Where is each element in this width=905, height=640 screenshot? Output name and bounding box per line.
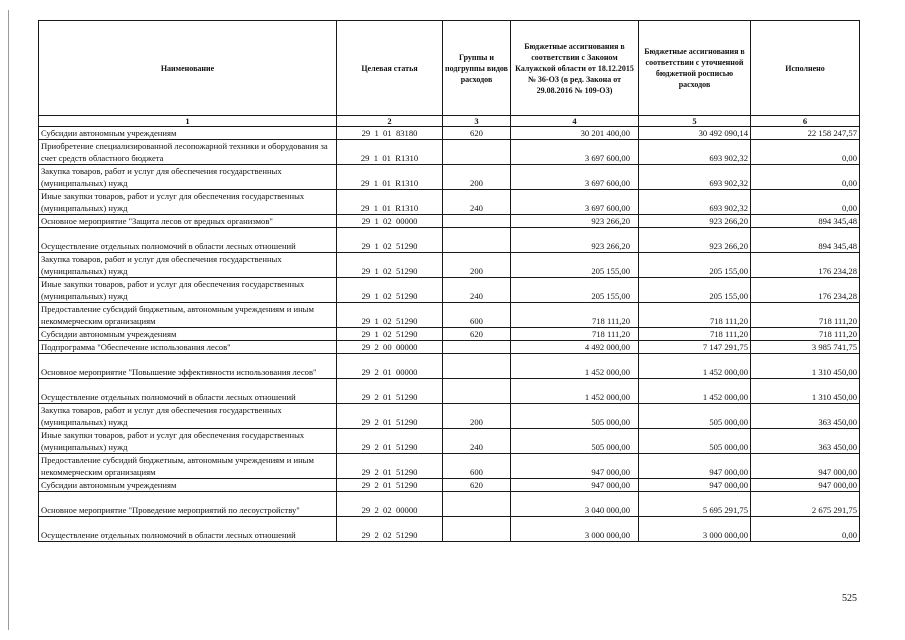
row-refined-amount: 693 902,32 xyxy=(639,165,751,190)
header-refined: Бюджетные ассигнования в соответствии с уточненной бюджетной росписью расходов xyxy=(639,21,751,116)
row-target-article: 29 2 01 51290 xyxy=(337,379,443,404)
page-number: 525 xyxy=(842,593,857,604)
row-executed-amount: 363 450,00 xyxy=(751,404,860,429)
row-refined-amount: 1 452 000,00 xyxy=(639,379,751,404)
row-target-article: 29 2 02 51290 xyxy=(337,517,443,542)
column-number-row xyxy=(39,116,860,127)
row-law-amount: 1 452 000,00 xyxy=(511,379,639,404)
row-expense-group: 620 xyxy=(443,127,511,140)
row-refined-amount: 205 155,00 xyxy=(639,253,751,278)
row-target-article: 29 1 02 51290 xyxy=(337,303,443,328)
row-law-amount: 205 155,00 xyxy=(511,253,639,278)
table-row xyxy=(39,454,860,479)
row-expense-group: 200 xyxy=(443,253,511,278)
row-expense-group: 200 xyxy=(443,165,511,190)
column-number: 1 xyxy=(39,116,337,127)
table-row xyxy=(39,140,860,165)
row-expense-group xyxy=(443,517,511,542)
binding-margin-line xyxy=(8,10,9,630)
row-name: Иные закупки товаров, работ и услуг для обеспечения государственных (муниципальных) нужд xyxy=(39,278,337,303)
row-executed-amount: 0,00 xyxy=(751,190,860,215)
row-target-article: 29 1 02 51290 xyxy=(337,328,443,341)
row-name: Субсидии автономным учреждениям xyxy=(39,479,337,492)
row-law-amount: 3 040 000,00 xyxy=(511,492,639,517)
table-row xyxy=(39,303,860,328)
table-row xyxy=(39,328,860,341)
table-row xyxy=(39,278,860,303)
row-target-article: 29 2 00 00000 xyxy=(337,341,443,354)
row-name: Субсидии автономным учреждениям xyxy=(39,328,337,341)
row-target-article: 29 1 01 83180 xyxy=(337,127,443,140)
row-expense-group xyxy=(443,379,511,404)
row-expense-group xyxy=(443,354,511,379)
row-name: Приобретение специализированной лесопожарной техники и оборудования за счет средств областного бюджета xyxy=(39,140,337,165)
row-target-article: 29 1 01 R1310 xyxy=(337,140,443,165)
row-executed-amount: 176 234,28 xyxy=(751,253,860,278)
row-refined-amount: 1 452 000,00 xyxy=(639,354,751,379)
table-row xyxy=(39,127,860,140)
row-expense-group: 240 xyxy=(443,429,511,454)
table-row xyxy=(39,253,860,278)
row-executed-amount: 363 450,00 xyxy=(751,429,860,454)
row-expense-group: 200 xyxy=(443,404,511,429)
header-groups: Группы и подгруппы видов расходов xyxy=(443,21,511,116)
table-body xyxy=(39,127,860,542)
row-expense-group xyxy=(443,215,511,228)
row-law-amount: 718 111,20 xyxy=(511,328,639,341)
row-name: Основное мероприятие "Проведение мероприятий по лесоустройству" xyxy=(39,492,337,517)
row-name: Осуществление отдельных полномочий в области лесных отношений xyxy=(39,379,337,404)
row-law-amount: 30 201 400,00 xyxy=(511,127,639,140)
table-row xyxy=(39,341,860,354)
row-name: Осуществление отдельных полномочий в области лесных отношений xyxy=(39,517,337,542)
row-executed-amount: 0,00 xyxy=(751,165,860,190)
row-name: Закупка товаров, работ и услуг для обеспечения государственных (муниципальных) нужд xyxy=(39,404,337,429)
row-name: Закупка товаров, работ и услуг для обеспечения государственных (муниципальных) нужд xyxy=(39,253,337,278)
table-row xyxy=(39,354,860,379)
row-refined-amount: 505 000,00 xyxy=(639,404,751,429)
header-law: Бюджетные ассигнования в соответствии с Законом Калужской области от 18.12.2015 № 36-ОЗ (в ред. Закона от 29.08.2016 № 109-ОЗ) xyxy=(511,21,639,116)
row-law-amount: 3 697 600,00 xyxy=(511,190,639,215)
row-expense-group xyxy=(443,140,511,165)
row-executed-amount: 947 000,00 xyxy=(751,479,860,492)
row-law-amount: 923 266,20 xyxy=(511,215,639,228)
row-refined-amount: 693 902,32 xyxy=(639,190,751,215)
table-row xyxy=(39,492,860,517)
row-law-amount: 947 000,00 xyxy=(511,479,639,492)
table-row xyxy=(39,429,860,454)
table-row xyxy=(39,404,860,429)
row-executed-amount: 947 000,00 xyxy=(751,454,860,479)
row-name: Предоставление субсидий бюджетным, автономным учреждениям и иным некоммерческим организациям xyxy=(39,303,337,328)
row-target-article: 29 1 02 00000 xyxy=(337,215,443,228)
row-refined-amount: 693 902,32 xyxy=(639,140,751,165)
row-target-article: 29 1 02 51290 xyxy=(337,228,443,253)
row-executed-amount: 894 345,48 xyxy=(751,228,860,253)
row-executed-amount: 718 111,20 xyxy=(751,328,860,341)
table-row xyxy=(39,228,860,253)
column-number: 3 xyxy=(443,116,511,127)
row-law-amount: 3 697 600,00 xyxy=(511,140,639,165)
row-executed-amount: 22 158 247,57 xyxy=(751,127,860,140)
row-name: Подпрограмма "Обеспечение использования лесов" xyxy=(39,341,337,354)
row-target-article: 29 2 02 00000 xyxy=(337,492,443,517)
row-law-amount: 718 111,20 xyxy=(511,303,639,328)
row-executed-amount: 894 345,48 xyxy=(751,215,860,228)
row-name: Закупка товаров, работ и услуг для обеспечения государственных (муниципальных) нужд xyxy=(39,165,337,190)
row-law-amount: 4 492 000,00 xyxy=(511,341,639,354)
row-target-article: 29 2 01 51290 xyxy=(337,429,443,454)
row-name: Иные закупки товаров, работ и услуг для обеспечения государственных (муниципальных) нужд xyxy=(39,429,337,454)
column-number: 6 xyxy=(751,116,860,127)
row-executed-amount: 2 675 291,75 xyxy=(751,492,860,517)
row-refined-amount: 947 000,00 xyxy=(639,454,751,479)
row-target-article: 29 2 01 51290 xyxy=(337,454,443,479)
row-expense-group: 240 xyxy=(443,190,511,215)
row-target-article: 29 1 01 R1310 xyxy=(337,190,443,215)
row-expense-group xyxy=(443,228,511,253)
row-law-amount: 923 266,20 xyxy=(511,228,639,253)
row-law-amount: 3 000 000,00 xyxy=(511,517,639,542)
header-article: Целевая статья xyxy=(337,21,443,116)
column-number: 2 xyxy=(337,116,443,127)
row-refined-amount: 718 111,20 xyxy=(639,303,751,328)
row-name: Осуществление отдельных полномочий в области лесных отношений xyxy=(39,228,337,253)
table-row xyxy=(39,517,860,542)
row-expense-group: 600 xyxy=(443,303,511,328)
row-name: Предоставление субсидий бюджетным, автономным учреждениям и иным некоммерческим организациям xyxy=(39,454,337,479)
row-executed-amount: 1 310 450,00 xyxy=(751,379,860,404)
row-refined-amount: 505 000,00 xyxy=(639,429,751,454)
row-refined-amount: 947 000,00 xyxy=(639,479,751,492)
header-executed: Исполнено xyxy=(751,21,860,116)
row-name: Иные закупки товаров, работ и услуг для обеспечения государственных (муниципальных) нужд xyxy=(39,190,337,215)
header-name: Наименование xyxy=(39,21,337,116)
row-executed-amount: 176 234,28 xyxy=(751,278,860,303)
row-name: Основное мероприятие "Защита лесов от вредных организмов" xyxy=(39,215,337,228)
row-target-article: 29 2 01 51290 xyxy=(337,404,443,429)
column-number: 5 xyxy=(639,116,751,127)
row-expense-group: 620 xyxy=(443,328,511,341)
row-expense-group xyxy=(443,341,511,354)
row-target-article: 29 1 01 R1310 xyxy=(337,165,443,190)
row-law-amount: 205 155,00 xyxy=(511,278,639,303)
table-row xyxy=(39,379,860,404)
row-target-article: 29 2 01 51290 xyxy=(337,479,443,492)
table-row xyxy=(39,479,860,492)
row-name: Основное мероприятие "Повышение эффективности использования лесов" xyxy=(39,354,337,379)
header-row xyxy=(39,21,860,116)
row-law-amount: 1 452 000,00 xyxy=(511,354,639,379)
row-expense-group: 600 xyxy=(443,454,511,479)
row-law-amount: 3 697 600,00 xyxy=(511,165,639,190)
row-executed-amount: 0,00 xyxy=(751,517,860,542)
budget-table xyxy=(38,20,860,542)
row-refined-amount: 30 492 090,14 xyxy=(639,127,751,140)
row-refined-amount: 923 266,20 xyxy=(639,215,751,228)
table-row xyxy=(39,215,860,228)
row-refined-amount: 923 266,20 xyxy=(639,228,751,253)
row-refined-amount: 205 155,00 xyxy=(639,278,751,303)
row-name: Субсидии автономным учреждениям xyxy=(39,127,337,140)
row-executed-amount: 0,00 xyxy=(751,140,860,165)
row-expense-group: 240 xyxy=(443,278,511,303)
row-refined-amount: 3 000 000,00 xyxy=(639,517,751,542)
row-law-amount: 947 000,00 xyxy=(511,454,639,479)
row-target-article: 29 2 01 00000 xyxy=(337,354,443,379)
row-expense-group: 620 xyxy=(443,479,511,492)
row-expense-group xyxy=(443,492,511,517)
row-refined-amount: 718 111,20 xyxy=(639,328,751,341)
column-number: 4 xyxy=(511,116,639,127)
row-law-amount: 505 000,00 xyxy=(511,404,639,429)
row-law-amount: 505 000,00 xyxy=(511,429,639,454)
row-refined-amount: 5 695 291,75 xyxy=(639,492,751,517)
row-refined-amount: 7 147 291,75 xyxy=(639,341,751,354)
row-executed-amount: 718 111,20 xyxy=(751,303,860,328)
row-executed-amount: 3 985 741,75 xyxy=(751,341,860,354)
table-row xyxy=(39,190,860,215)
row-executed-amount: 1 310 450,00 xyxy=(751,354,860,379)
row-target-article: 29 1 02 51290 xyxy=(337,253,443,278)
table-row xyxy=(39,165,860,190)
row-target-article: 29 1 02 51290 xyxy=(337,278,443,303)
